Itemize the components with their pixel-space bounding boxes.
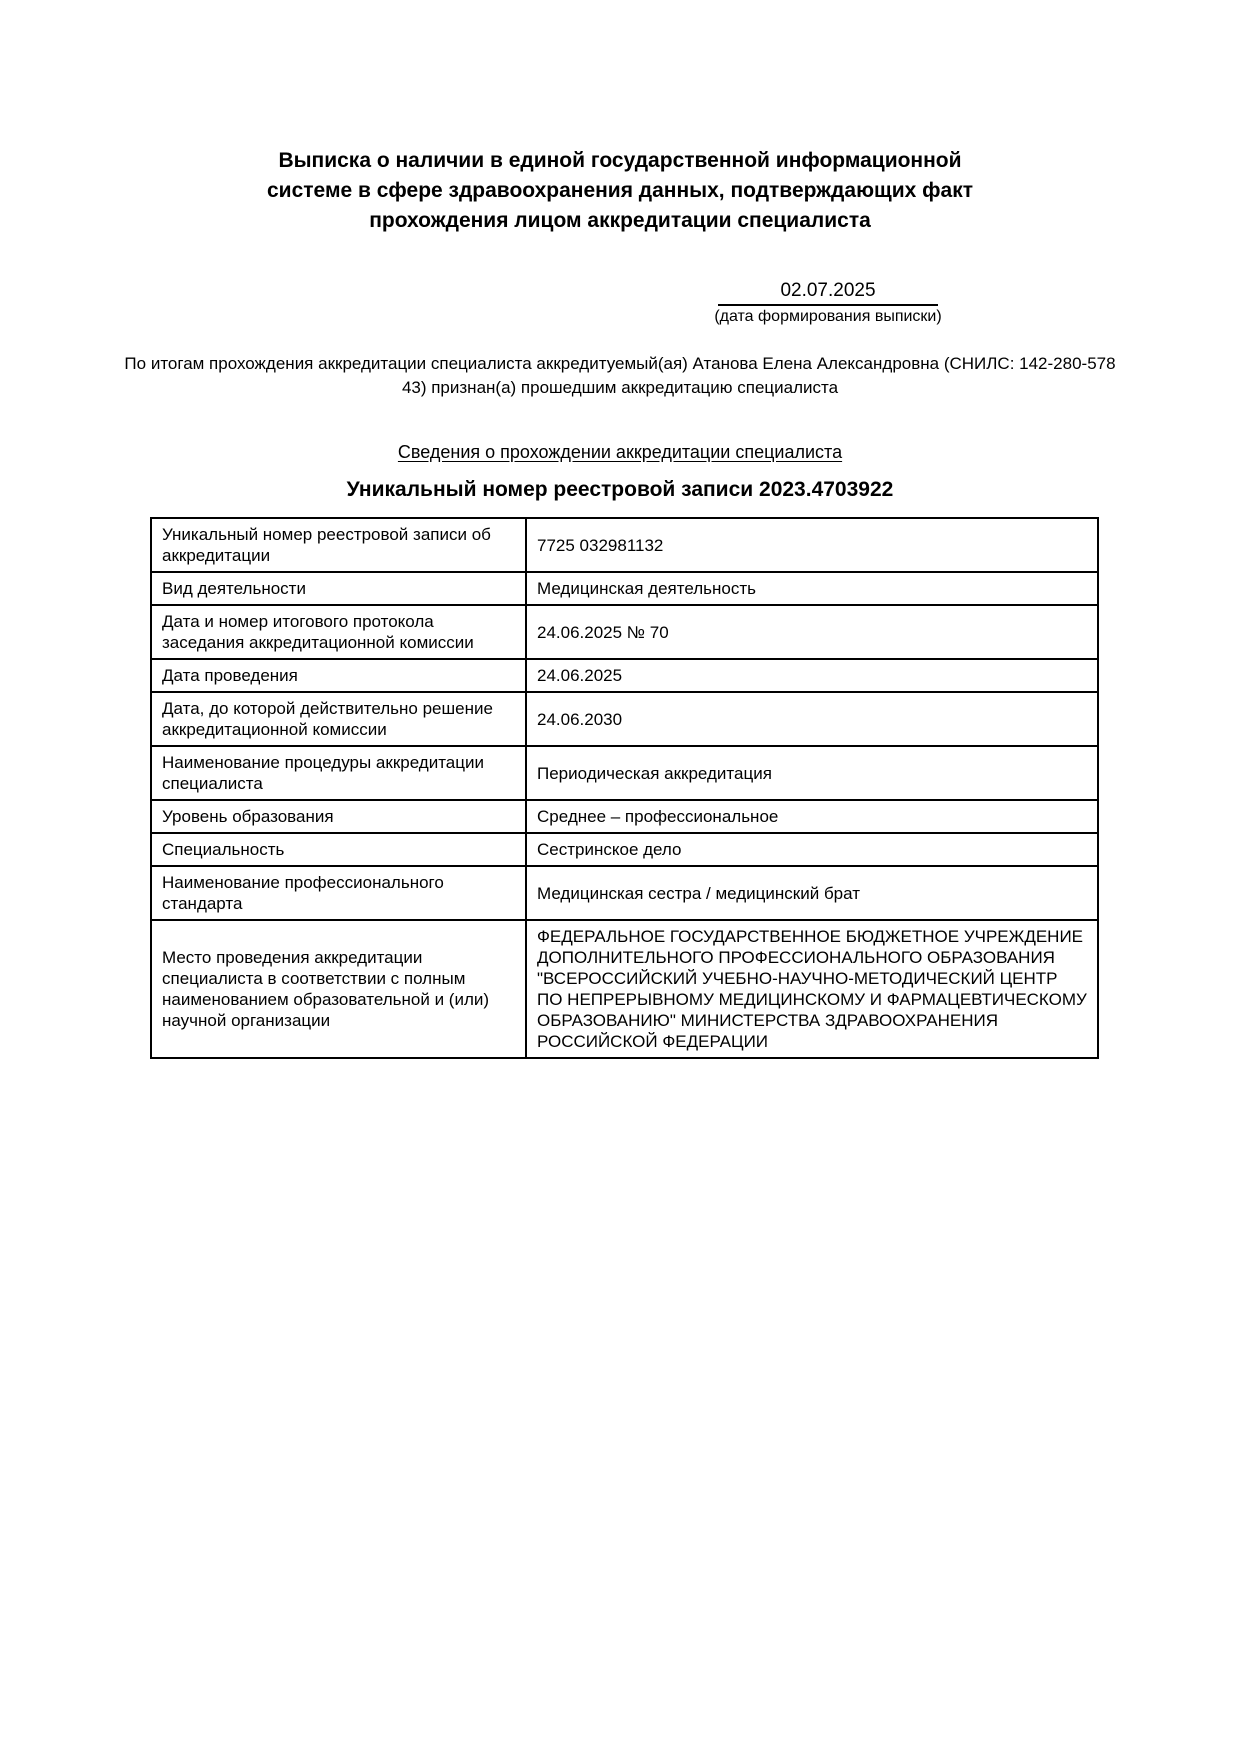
table-row bbox=[151, 572, 1098, 605]
intro-line-1: По итогам прохождения аккредитации специалиста аккредитуемый(ая) Атанова Елена Александровна (СНИЛС: 142-280-578 bbox=[124, 354, 1116, 373]
row-value: Периодическая аккредитация bbox=[526, 746, 1098, 800]
row-value: 24.06.2025 bbox=[526, 659, 1098, 692]
row-label: Специальность bbox=[151, 833, 526, 866]
table-row bbox=[151, 833, 1098, 866]
table-row bbox=[151, 800, 1098, 833]
registry-number-line: Уникальный номер реестровой записи 2023.4703922 bbox=[346, 478, 894, 501]
section-heading bbox=[0, 442, 1240, 462]
intro-line-2: 43) признан(а) прошедшим аккредитацию специалиста bbox=[401, 378, 839, 397]
row-value: ФЕДЕРАЛЬНОЕ ГОСУДАРСТВЕННОЕ БЮДЖЕТНОЕ УЧРЕЖДЕНИЕ ДОПОЛНИТЕЛЬНОГО ПРОФЕССИОНАЛЬНОГО ОБРАЗОВАНИЯ "ВСЕРОССИЙСКИЙ УЧЕБНО-НАУЧНО-МЕТОДИЧЕСКИЙ ЦЕНТР ПО НЕПРЕРЫВНОМУ МЕДИЦИНСКОМУ И ФАРМАЦЕВТИЧЕСКОМУ ОБРАЗОВАНИЮ" МИНИСТЕРСТВА ЗДРАВООХРАНЕНИЯ РОССИЙСКОЙ ФЕДЕРАЦИИ bbox=[526, 920, 1098, 1058]
row-label: Наименование процедуры аккредитации специалиста bbox=[151, 746, 526, 800]
row-label: Уровень образования bbox=[151, 800, 526, 833]
row-value: Медицинская деятельность bbox=[526, 572, 1098, 605]
document-title-line-1: Выписка о наличии в единой государственной информационной bbox=[278, 149, 962, 172]
row-value: 24.06.2030 bbox=[526, 692, 1098, 746]
document-title bbox=[0, 146, 1240, 236]
row-label: Наименование профессионального стандарта bbox=[151, 866, 526, 920]
row-label: Дата, до которой действительно решение аккредитационной комиссии bbox=[151, 692, 526, 746]
row-value: 7725 032981132 bbox=[526, 518, 1098, 572]
document-title-line-3: прохождения лицом аккредитации специалиста bbox=[369, 209, 871, 232]
row-value: Сестринское дело bbox=[526, 833, 1098, 866]
intro-paragraph bbox=[0, 352, 1240, 400]
issue-date-caption: (дата формирования выписки) bbox=[714, 308, 942, 325]
table-row bbox=[151, 659, 1098, 692]
accreditation-table bbox=[150, 517, 1099, 1059]
section-heading-text: Сведения о прохождении аккредитации специалиста bbox=[397, 442, 843, 462]
table-row bbox=[151, 866, 1098, 920]
table-row bbox=[151, 746, 1098, 800]
table-row bbox=[151, 605, 1098, 659]
row-label: Уникальный номер реестровой записи об аккредитации bbox=[151, 518, 526, 572]
table-row bbox=[151, 518, 1098, 572]
issue-date-value: 02.07.2025 bbox=[718, 280, 938, 306]
row-label: Вид деятельности bbox=[151, 572, 526, 605]
row-value: Среднее – профессиональное bbox=[526, 800, 1098, 833]
row-label: Дата и номер итогового протокола заседания аккредитационной комиссии bbox=[151, 605, 526, 659]
table-row bbox=[151, 692, 1098, 746]
row-label: Место проведения аккредитации специалиста в соответствии с полным наименованием образовательной и (или) научной организации bbox=[151, 920, 526, 1058]
document-title-line-2: системе в сфере здравоохранения данных, подтверждающих факт bbox=[266, 179, 973, 202]
issue-date-block bbox=[708, 280, 948, 326]
row-value: Медицинская сестра / медицинский брат bbox=[526, 866, 1098, 920]
row-label: Дата проведения bbox=[151, 659, 526, 692]
row-value: 24.06.2025 № 70 bbox=[526, 605, 1098, 659]
table-row bbox=[151, 920, 1098, 1058]
